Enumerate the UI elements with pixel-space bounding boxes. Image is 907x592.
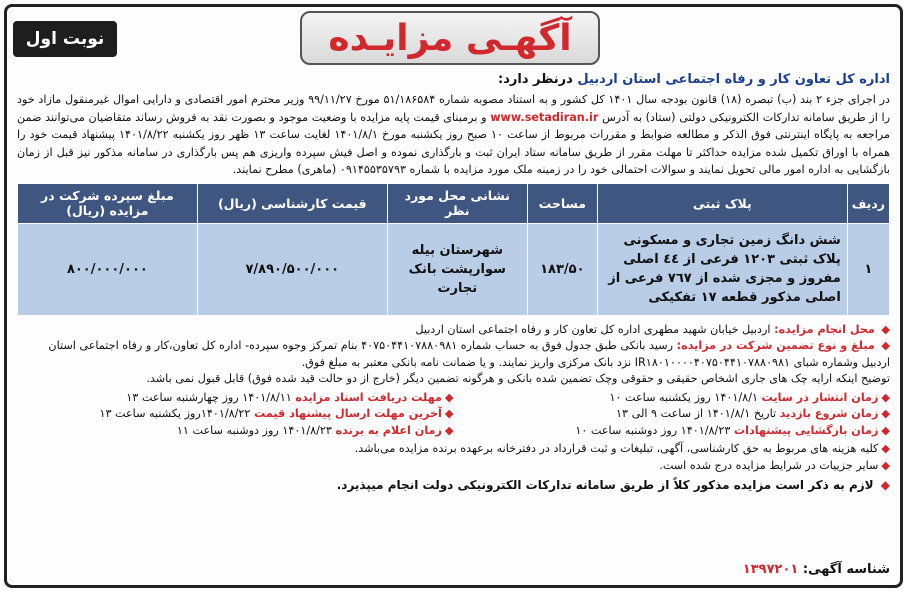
notice-id-value: ۱۳۹۷۲۰۱: [742, 562, 799, 577]
bullet-icon: ◆: [881, 423, 890, 437]
notice-content: [7, 71, 900, 494]
asset-table: [17, 183, 890, 316]
schedule-item: [17, 423, 454, 440]
schedule-label: زمان انتشار در سایت: [761, 390, 879, 404]
schedule-label: زمان بازگشایی پیشنهادات: [733, 423, 879, 437]
location-line: [17, 322, 890, 339]
col-address: نشانی محل مورد نظر: [387, 183, 527, 223]
bullet-icon: ◆: [880, 478, 890, 492]
bullet-icon: ◆: [881, 442, 890, 455]
website-link[interactable]: www.setadiran.ir: [490, 110, 599, 124]
intro-paragraph: [17, 91, 890, 179]
explanation-line: توضیح اینکه ارایه چک های جاری اشخاص حقیقی و حقوقی وچک تضمین شده بانکی و هرگونه تضمین دیگر (خارج از دو حالت قید شده فوق) قابل قبول نمی باشد.: [146, 372, 890, 385]
title-banner: [300, 11, 600, 65]
bullet-icon: ◆: [444, 407, 454, 420]
intro-part-2: و برمبنای قیمت پایه مزایده با وضعیت موجود و بصورت نقد به فروش رساند متقاضیان می‌توانند ضمن مراجعه به پایگاه اینترنتی فوق الذکر و مطالعه ضوابط و مقررات مربوط از ساعت ۱۰ صبح روز یکشنبه مورخ ۱۴۰۱/۸/۱ لغایت ساعت ۱۳ ظهر روز یکشنبه ۱۴۰۱/۸/۲۲ پیشنهاد قیمت خود را همراه با اوراق تکمیل شده مزایده حداکثر تا مهلت مقرر از طریق سامانه ستاد ایران ثبت و بارگذاری نموده و اصل فیش سپرده واریزی هم پس بارگذاری در سامانه مذکور نیز قبل از زمان بازگشایی به اداره امور مالی تحویل نمایند و سوالات احتمالی خود را در زمینه ملک مورد مزایده با شماره ۰۹۱۴۵۵۳۵۷۹۳ (ماهری) مطرح نمایند.: [17, 110, 890, 176]
deposit-line: [17, 338, 890, 371]
note-text: سایر جزییات در شرایط مزایده درج شده است.: [659, 458, 879, 472]
schedule-item: [17, 406, 454, 423]
bullet-icon: ◆: [444, 390, 454, 404]
schedule-value: ۱۴۰۱/۸/۱۱ روز چهارشنبه ساعت ۱۳: [126, 390, 292, 404]
deposit-value: رسید بانکی طبق جدول فوق به حساب شماره ۴۰۷۵۰۴۴۱۰۷۸۸۰۹۸۱ بنام تمرکز وجوه سپرده- اداره کل تعاون،کار و رفاه اجتماعی استان اردبیل وشماره شبای IR۱۸۰۱۰۰۰۰۴۰۷۵۰۴۴۱۰۷۸۸۰۹۸۱ نزد بانک مرکزی واریز نمایند. و یا ضمانت نامه بانکی معتبر به مبلغ فوق.: [48, 339, 890, 369]
col-plaque: پلاک ثبتی: [597, 183, 847, 223]
table-header-row: [18, 183, 890, 223]
bullet-icon: ◆: [881, 407, 890, 420]
schedule-item: [454, 406, 891, 423]
cell-address: شهرستان بیله سوارپشت بانک تجارت: [387, 223, 527, 315]
table-row: [18, 223, 890, 315]
bullet-icon: ◆: [881, 339, 890, 352]
intro-part-1: در اجرای جزء ۲ بند (ب) تبصره (۱۸) قانون بودجه سال ۱۴۰۱ کل کشور و به استناد مصوبه شماره ۵۱/۱۸۶۵۸۴ مورخ ۹۹/۱۱/۲۷ وزیر محترم امور اقتصادی و دارایی اموال غیرمنقول مازاد خود را از طریق سامانه تدارکات الکترونیکی دولتی (ستاد) به آدرس: [17, 93, 891, 124]
schedule-value: ۱۴۰۱/۸/۲۳ روز دوشنبه ساعت ۱۱: [176, 423, 332, 437]
cell-plaque: شش دانگ زمین تجاری و مسکونی پلاک ثبتی ۱۲۰۳ فرعی از ٤٤ اصلی مفروز و مجزی شده از ۷٦۷ فرعی از اصلی مذکور قطعه ۱۷ تفکیکی: [597, 223, 847, 315]
schedule-right: [454, 390, 891, 440]
col-row: ردیف: [847, 183, 889, 223]
round-badge: نوبت اول: [13, 21, 117, 57]
cell-row: ۱: [847, 223, 889, 315]
notice-title: آگهـی مزایـده: [328, 17, 572, 59]
organization-suffix: درنظر دارد:: [498, 72, 573, 87]
notice-id: [743, 562, 890, 577]
bullet-icon: ◆: [881, 390, 890, 404]
col-price: قیمت کارشناسی (ریال): [197, 183, 387, 223]
bullet-icon: ◆: [881, 458, 890, 472]
final-note: [17, 476, 890, 494]
details-section: [17, 322, 890, 388]
notice-id-label: شناسه آگهی:: [802, 562, 890, 577]
schedule-label: زمان اعلام به برنده: [335, 423, 442, 437]
notice-header: [7, 7, 900, 69]
schedule-item: [454, 423, 891, 440]
schedule-item: [17, 390, 454, 407]
schedule-label: مهلت دریافت اسناد مزایده: [295, 390, 442, 404]
note-text: کلیه هزینه های مربوط به حق کارشناسی، آگهی، تبلیغات و ثبت قرارداد در دفترخانه برعهده برنده مزایده می‌باشد.: [354, 442, 879, 455]
auction-notice: [4, 4, 903, 588]
bullet-icon: ◆: [881, 322, 890, 336]
schedule-label: زمان شروع بازدید: [779, 407, 879, 420]
location-value: اردبیل خیابان شهید مطهری اداره کل تعاون کار و رفاه اجتماعی استان اردبیل: [415, 322, 771, 336]
note-item: [17, 458, 890, 475]
col-deposit: مبلغ سپرده شرکت در مزایده (ریال): [18, 183, 198, 223]
schedule-value: ۱۴۰۱/۸/۱ روز یکشنبه ساعت ۱۰: [609, 390, 758, 404]
schedule-label: آخرین مهلت ارسال پیشنهاد قیمت: [253, 407, 442, 420]
schedule-value: تاریخ ۱۴۰۱/۸/۱ از ساعت ۹ الی ۱۳: [616, 407, 777, 420]
schedule-value: ۱۴۰۱/۸/۲۲روز یکشنبه ساعت ۱۳: [99, 407, 251, 420]
location-label: محل انجام مزایده:: [774, 322, 875, 336]
schedule: [17, 390, 890, 440]
col-area: مساحت: [527, 183, 597, 223]
schedule-left: [17, 390, 454, 440]
cell-deposit: ۸۰۰/۰۰۰/۰۰۰: [18, 223, 198, 315]
notes: [17, 441, 890, 474]
schedule-item: [454, 390, 891, 407]
bullet-icon: ◆: [444, 423, 454, 437]
deposit-label: مبلغ و نوع تضمین شرکت در مزایده:: [676, 339, 875, 352]
cell-area: ۱۸۳/۵۰: [527, 223, 597, 315]
organization-name: اداره کل تعاون کار و رفاه اجتماعی استان اردبیل: [577, 72, 890, 87]
organization-line: [17, 71, 890, 89]
note-item: [17, 441, 890, 458]
final-note-text: لازم به ذکر است مزایده مذکور کلاً از طریق سامانه تدارکات الکترونیکی دولت انجام میپذیرد.: [336, 478, 874, 492]
cell-price: ۷/۸۹۰/۵۰۰/۰۰۰: [197, 223, 387, 315]
schedule-value: ۱۴۰۱/۸/۲۳ روز دوشنبه ساعت ۱۰: [575, 423, 731, 437]
